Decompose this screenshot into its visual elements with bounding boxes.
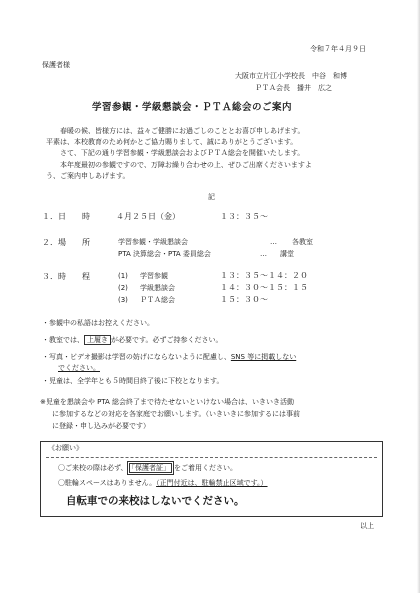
childcare-line: ※児童を懇談会や PTA 総会終了まで待たせないといけない場合は、いきいき活動 [40,398,295,406]
schedule-time: １３：３５～１４：２０ [220,271,308,280]
place-location: 講堂 [280,250,294,258]
schedule-time: １５：３０～ [220,295,268,304]
notice-guardian-badge [58,463,237,473]
body-line: 本年度最初の参観ですので、万障お繰り合わせの上、ぜひご出席くださいますよ [60,161,312,169]
place-event: PTA 決算総会・PTA 委員総会 [118,250,211,258]
place-dots: … [270,238,277,246]
body-line: 春暖の候、皆様方には、益々ご健勝にお過ごしのこととお喜び申しあげます。 [60,127,305,135]
sender-principal: 大阪市立片江小学校長 中谷 和博 [235,72,347,80]
schedule-name: 学級懇談会 [140,284,175,292]
sns-warning-underlined-cont: でください。 [58,364,100,372]
note-photo-video [42,352,296,362]
item-date-label: １．日 時 [42,212,90,221]
place-dots: … [260,250,267,258]
note-text: ・写真・ビデオ撮影は学習の妨げにならないように配慮し、 [42,353,231,361]
schedule-time: １４：３０～１５：１５ [220,283,308,292]
schedule-name: ＰＴＡ総会 [140,296,175,304]
recipient: 保護者様 [42,61,70,69]
ki-heading: 記 [208,193,215,201]
notice-divider [46,457,377,458]
notice-heading: 《お願い》 [48,444,83,452]
note-no-chatting: ・参観中の私語はお控えください。 [42,319,154,327]
place-event: 学習参観・学級懇談会 [118,238,188,246]
body-line: う、ご案内申しあげます。 [46,172,130,180]
item-place-label: ２．場 所 [42,238,90,247]
notice-text: 〇ご来校の際は必ず、 [58,464,128,472]
guardian-badge-boxed: 「保護者証」 [127,461,174,475]
body-line: さて、下記の通り学習参観・学級懇談会およびＰＴＡ総会を開催いたします。 [60,149,305,157]
document-date: 令和７年４月９日 [310,45,366,53]
item-date-time: １３：３５～ [220,212,268,221]
notice-text: をご着用ください。 [173,464,237,472]
body-line: 平素は、本校教育のため何かとご協力賜りまして、誠にありがとうございます。 [46,138,298,146]
note-indoor-shoes [42,335,222,345]
note-dismissal: ・児童は、全学年とも５時間目終了後に下校となります。 [42,377,224,385]
childcare-line: に参加するなどの対応を各家庭でお願いします。（いきいきに参加するには事前 [52,410,300,418]
schedule-num: (3) [118,296,128,304]
indoor-shoes-boxed: 上履き [84,335,111,345]
note-text: ・教室では、 [42,336,84,344]
sns-warning-underlined: SNS 等に掲載しない [230,353,297,361]
no-bicycle-warning: 自転車での来校はしないでください。 [66,495,245,507]
item-date-value: ４月２５日（金） [116,212,180,221]
schedule-num: (2) [118,284,128,292]
item-schedule-label: ３．時 程 [42,272,90,281]
schedule-name: 学習参観 [140,272,168,280]
page-title: 学習参観・学級懇談会・ＰＴＡ総会のご案内 [92,102,293,113]
sender-pta-chair: ＰＴＡ会長 播井 広之 [255,84,332,92]
notice-bicycle-parking [58,478,268,488]
no-parking-zone-underlined: （正門付近は、駐輪禁止区域です。） [156,479,268,487]
notice-text: 〇駐輪スペースはありません。 [58,479,157,487]
place-location: 各教室 [292,238,313,246]
closing-word: 以上 [360,522,374,530]
note-text: が必要です。必ずご持参ください。 [111,336,223,344]
schedule-num: (1) [118,272,128,280]
childcare-line: に登録・申し込みが必要です） [52,422,150,430]
